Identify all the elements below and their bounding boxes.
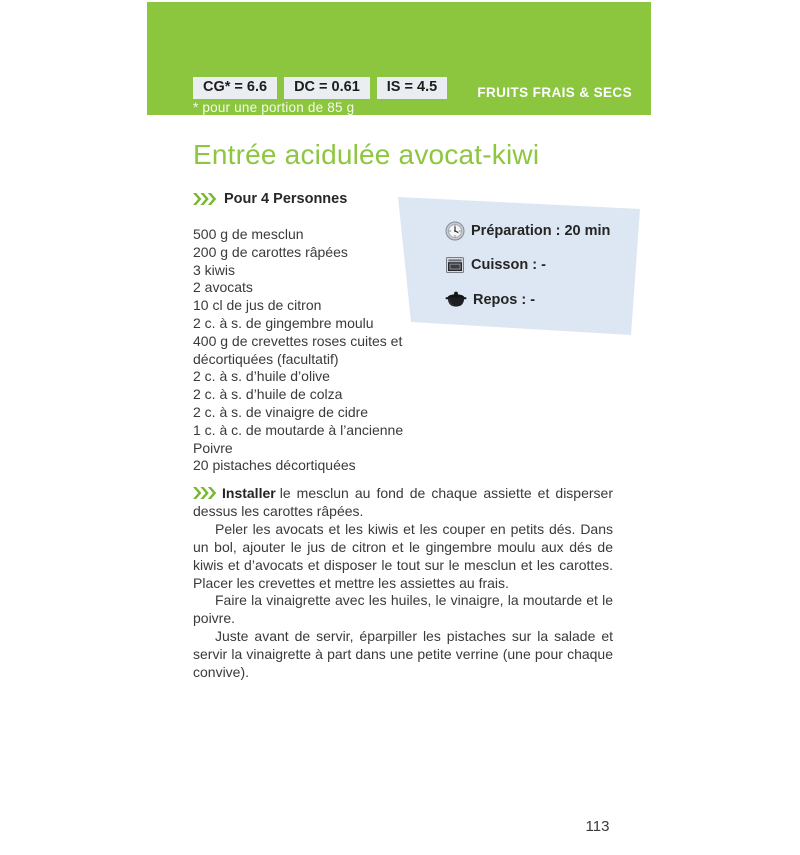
- cook-time-row: [445, 254, 546, 276]
- cook-time-label: Cuisson : -: [471, 257, 546, 273]
- prep-time-row: [445, 220, 610, 242]
- step-paragraph: Faire la vinaigrette avec les huiles, le vinaigre, la moutarde et le poivre.: [193, 592, 613, 627]
- portion-footnote: * pour une portion de 85 g: [193, 100, 355, 115]
- ingredient-line: 2 c. à s. de gingembre moulu: [193, 314, 374, 331]
- step-paragraph: Juste avant de servir, éparpiller les pistaches sur la salade et servir la vinaigrette à part dans une petite verrine (une pour chaque convive).: [193, 628, 613, 681]
- clock-icon: [445, 221, 465, 241]
- score-badge-is: IS = 4.5: [377, 77, 447, 99]
- score-badges: [193, 77, 454, 99]
- ingredient-line: 3 kiwis: [193, 261, 236, 278]
- step-intro-verb: Installer: [222, 485, 276, 501]
- rest-time-label: Repos : -: [473, 292, 536, 308]
- oven-icon: [445, 255, 465, 275]
- recipe-info-box: [395, 192, 647, 344]
- page-number: 113: [585, 818, 610, 835]
- ingredient-line: 2 avocats: [193, 279, 253, 296]
- prep-time-label: Préparation : 20 min: [471, 223, 611, 239]
- ingredient-line: décortiquées (facultatif): [193, 350, 339, 367]
- ingredient-line: 2 c. à s. de vinaigre de cidre: [193, 403, 369, 420]
- step-paragraph: Peler les avocats et les kiwis et les couper en petits dés. Dans un bol, ajouter le jus de citron et le gingembre moulu aux dés de kiwis et d’avocats et disposer le tout sur le mesclun et les carottes. Placer les crevettes et mettre les assiettes au frais.: [193, 520, 613, 591]
- rest-time-row: [445, 289, 535, 311]
- ingredient-line: 200 g de carottes râpées: [193, 243, 348, 260]
- ingredient-line: 400 g de crevettes roses cuites et: [193, 332, 403, 349]
- ingredient-line: 1 c. à c. de moutarde à l’ancienne: [193, 421, 404, 438]
- servings-label: Pour 4 Personnes: [224, 191, 348, 207]
- ingredient-line: 2 c. à s. d’huile d’olive: [193, 368, 330, 385]
- servings-row: [193, 191, 347, 207]
- ingredient-line: 500 g de mesclun: [193, 226, 304, 242]
- score-badge-dc: DC = 0.61: [284, 77, 370, 99]
- ingredient-line: Poivre: [193, 439, 233, 456]
- category-label: FRUITS FRAIS & SECS: [477, 85, 632, 100]
- header-band: [147, 2, 651, 115]
- ingredient-line: 20 pistaches décortiquées: [193, 457, 356, 474]
- recipe-title: Entrée acidulée avocat-kiwi: [193, 139, 540, 170]
- pot-icon: [445, 290, 467, 310]
- triple-chevron-icon: [193, 487, 217, 499]
- step-intro: [193, 485, 613, 521]
- step-intro-text: le mesclun au fond de chaque assiette et disperser dessus les carottes râpées.: [193, 485, 613, 519]
- score-badge-cg: CG* = 6.6: [193, 77, 277, 99]
- ingredient-line: 2 c. à s. d’huile de colza: [193, 386, 343, 403]
- preparation-steps: [193, 485, 613, 682]
- ingredient-line: 10 cl de jus de citron: [193, 297, 322, 314]
- triple-chevron-icon: [193, 193, 217, 205]
